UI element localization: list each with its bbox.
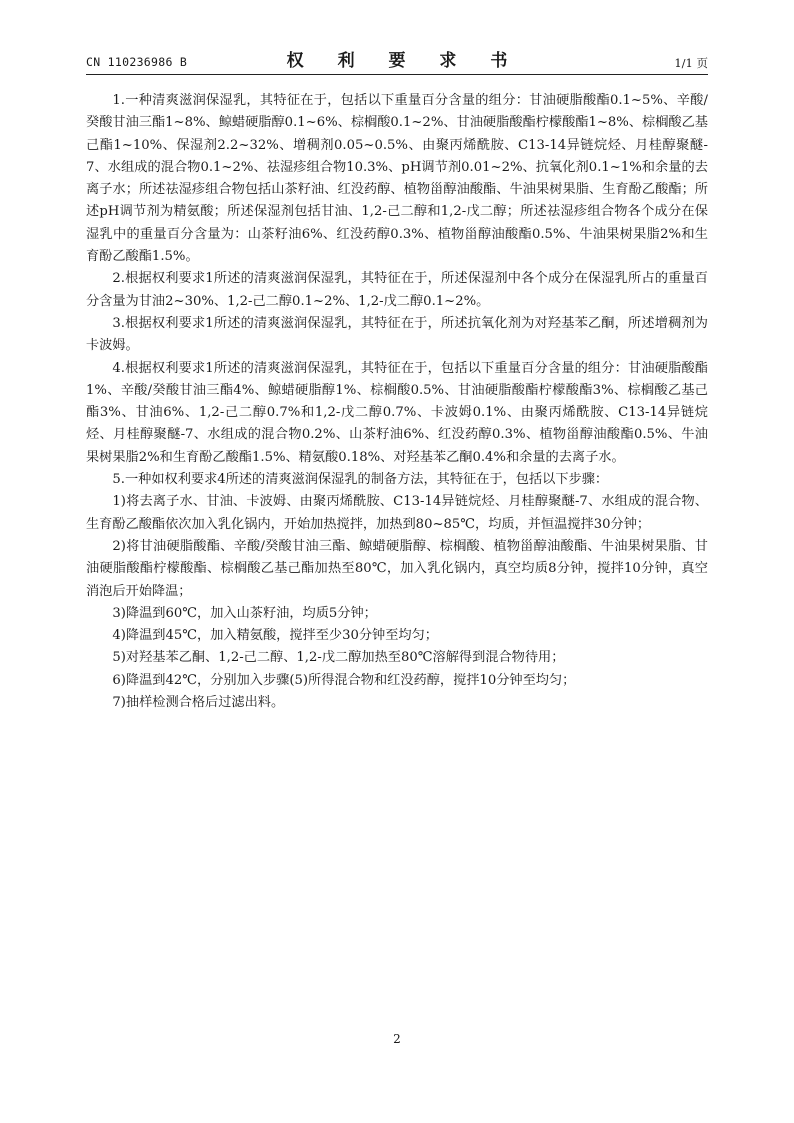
- claim-2: 2.根据权利要求1所述的清爽滋润保湿乳，其特征在于，所述保湿剂中各个成分在保湿乳所占的重量百分含量为甘油2~30%、1,2-己二醇0.1~2%、1,2-戊二醇0.1~2%。: [86, 271, 708, 309]
- claims-body: [86, 90, 708, 714]
- patent-number: CN 110236986 B: [86, 55, 188, 69]
- page-indicator: 1/1 页: [674, 56, 708, 70]
- step-6: 6)降温到42℃，分别加入步骤(5)所得混合物和红没药醇，搅拌10分钟至均匀；: [112, 672, 576, 688]
- step-2: 2)将甘油硬脂酸酯、辛酸/癸酸甘油三酯、鲸蜡硬脂醇、棕榈酸、植物甾醇油酸酯、牛油果树果脂、甘油硬脂酸酯柠檬酸酯、棕榈酸乙基己酯加热至80℃，加入乳化锅内，真空均质8分钟，搅拌10分钟，真空消泡后开始降温；: [86, 538, 708, 599]
- claim-4: 4.根据权利要求1所述的清爽滋润保湿乳，其特征在于，包括以下重量百分含量的组分：甘油硬脂酸酯1%、辛酸/癸酸甘油三酯4%、鲸蜡硬脂醇1%、棕榈酸0.5%、甘油硬脂酸酯柠檬酸酯3%、棕榈酸乙基己酯3%、甘油6%、1,2-己二醇0.7%和1,2-戊二醇0.7%、卡波姆0.1%、由聚丙烯酰胺、C13-14异链烷烃、月桂醇聚醚-7、水组成的混合物0.2%、山茶籽油6%、红没药醇0.3%、植物甾醇油酸酯0.5%、牛油果树果脂2%和生育酚乙酸酯1.5%、精氨酸0.18%、对羟基苯乙酮0.4%和余量的去离子水。: [86, 360, 708, 465]
- step-4: 4)降温到45℃，加入精氨酸，搅拌至少30分钟至均匀；: [112, 628, 438, 644]
- document-title: 权 利 要 求 书: [286, 51, 522, 71]
- step-5: 5)对羟基苯乙酮、1,2-己二醇、1,2-戊二醇加热至80℃溶解得到混合物待用；: [112, 650, 565, 666]
- claim-1: 1.一种清爽滋润保湿乳，其特征在于，包括以下重量百分含量的组分：甘油硬脂酸酯0.1~5%、辛酸/癸酸甘油三酯1~8%、鲸蜡硬脂醇0.1~6%、棕榈酸0.1~2%、甘油硬脂酸酯柠檬酸酯1~8%、棕榈酸乙基己酯1~10%、保湿剂2.2~32%、增稠剂0.05~0.5%、由聚丙烯酰胺、C13-14异链烷烃、月桂醇聚醚-7、水组成的混合物0.1~2%、祛湿疹组合物10.3%、pH调节剂0.01~2%、抗氧化剂0.1~1%和余量的去离子水；所述祛湿疹组合物包括山茶籽油、红没药醇、植物甾醇油酸酯、牛油果树果脂、生育酚乙酸酯；所述pH调节剂为精氨酸；所述保湿剂包括甘油、1,2-己二醇和1,2-戊二醇；所述祛湿疹组合物各个成分在保湿乳中的重量百分含量为：山茶籽油6%、红没药醇0.3%、植物甾醇油酸酯0.5%、牛油果树果脂2%和生育酚乙酸酯1.5%。: [86, 93, 708, 265]
- page-header: [86, 44, 708, 75]
- step-1: 1)将去离子水、甘油、卡波姆、由聚丙烯酰胺、C13-14异链烷烃、月桂醇聚醚-7、水组成的混合物、生育酚乙酸酯依次加入乳化锅内，开始加热搅拌，加热到80~85℃，均质，并恒温搅拌30分钟；: [86, 494, 708, 532]
- claim-3: 3.根据权利要求1所述的清爽滋润保湿乳，其特征在于，所述抗氧化剂为对羟基苯乙酮，所述增稠剂为卡波姆。: [86, 315, 708, 354]
- claim-5: 5.一种如权利要求4所述的清爽滋润保湿乳的制备方法，其特征在于，包括以下步骤：: [112, 472, 609, 488]
- page-number: 2: [393, 1032, 401, 1046]
- step-3: 3)降温到60℃，加入山茶籽油，均质5分钟；: [112, 605, 377, 621]
- step-7: 7)抽样检测合格后过滤出料。: [112, 695, 285, 711]
